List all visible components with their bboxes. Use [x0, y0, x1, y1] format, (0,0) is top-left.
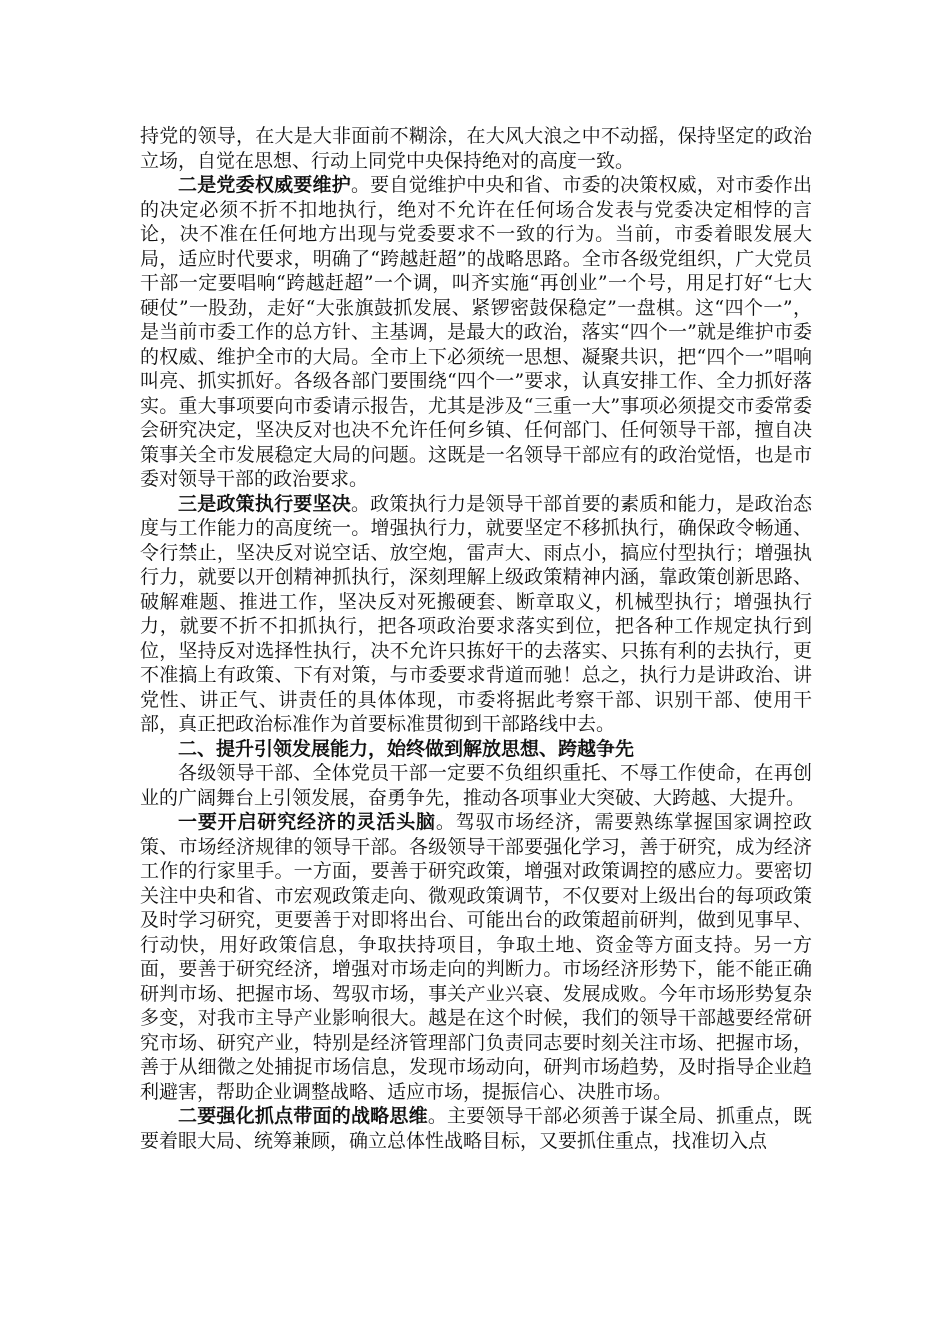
paragraph-section-intro — [140, 761, 812, 810]
paragraph-strategic-thinking — [140, 1104, 812, 1153]
document-page — [140, 124, 812, 1153]
paragraph-text: 。政策执行力是领导干部首要的素质和能力，是政治态度与工作能力的高度统一。增强执行力，就要坚定不移抓执行，确保政令畅通、令行禁止，坚决反对说空话、放空炮，雷声大、雨点小，搞应付型执行；增强执行力，就要以开创精神抓执行，深刻理解上级政策精神内涵，靠政策创新思路、破解难题、推进工作，坚决反对死搬硬套、断章取义，机械型执行；增强执行力，就要不折不扣抓执行，把各项政治要求落实到位，把各种工作规定执行到位，坚持反对选择性执行，决不允许只拣好干的去落实、只拣有利的去执行，更不准搞上有政策、下有对策，与市委要求背道而驰！总之，执行力是讲政治、讲党性、讲正气、讲责任的具体体现，市委将据此考察干部、识别干部、使用干部，真正把政治标准作为首要标准贯彻到干部路线中去。 — [140, 492, 812, 735]
paragraph-lead: 二是党委权威要维护 — [178, 174, 351, 196]
paragraph-continuation — [140, 124, 812, 173]
paragraph-lead: 二要强化抓点带面的战略思维 — [178, 1105, 428, 1127]
paragraph-text: 持党的领导，在大是大非面前不糊涂，在大风大浪之中不动摇，保持坚定的政治立场，自觉在思想、行动上同党中央保持绝对的高度一致。 — [140, 125, 812, 172]
paragraph-text: 各级领导干部、全体党员干部一定要不负组织重托、不辱工作使命，在再创业的广阔舞台上引领发展，奋勇争先，推动各项事业大突破、大跨越、大提升。 — [140, 762, 812, 809]
paragraph-policy-execution — [140, 492, 812, 737]
paragraph-lead: 三是政策执行要坚决 — [178, 492, 351, 515]
section-heading: 二、提升引领发展能力，始终做到解放思想、跨越争先 — [178, 737, 635, 760]
paragraph-party-authority — [140, 173, 812, 492]
paragraph-text: 。主要领导干部必须善于谋全局、抓重点，既要着眼大局、统筹兼顾，确立总体性战略目标，又要抓住重点，找准切入点 — [140, 1105, 812, 1152]
paragraph-text: 。驾驭市场经济，需要熟练掌握国家调控政策、市场经济规律的领导干部。各级领导干部要强化学习，善于研究，成为经济工作的行家里手。一方面，要善于研究政策，增强对政策调控的感应力。要密切关注中央和省、市宏观政策走向、微观政策调节，不仅要对上级出台的每项政策及时学习研究，更要善于对即将出台、可能出台的政策超前研判，做到见事早、行动快，用好政策信息，争取扶持项目，争取土地、资金等方面支持。另一方面，要善于研究经济，增强对市场走向的判断力。市场经济形势下，能不能正确研判市场、把握市场、驾驭市场，事关产业兴衰、发展成败。今年市场形势复杂多变，对我市主导产业影响很大。越是在这个时候，我们的领导干部越要经常研究市场、研究产业，特别是经济管理部门负责同志要时刻关注市场、把握市场，善于从细微之处捕捉市场信息，发现市场动向，研判市场趋势，及时指导企业趋利避害，帮助企业调整战略、适应市场，提振信心、决胜市场。 — [140, 811, 812, 1103]
paragraph-economic-research — [140, 810, 812, 1104]
paragraph-lead: 一要开启研究经济的灵活头脑 — [178, 811, 436, 833]
paragraph-text: 。要自觉维护中央和省、市委的决策权威，对市委作出的决定必须不折不扣地执行，绝对不允许在任何场合发表与党委决定相悖的言论，决不准在任何地方出现与党委要求不一致的行为。当前，市委着眼发展大局，适应时代要求，明确了“跨越赶超”的战略思路。全市各级党组织，广大党员干部一定要唱响“跨越赶超”一个调，叫齐实施“再创业”一个号，用足打好“七大硬仗”一股劲，走好“大张旗鼓抓发展、紧锣密鼓保稳定”一盘棋。这“四个一”，是当前市委工作的总方针、主基调，是最大的政治，落实“四个一”就是维护市委的权威、维护全市的大局。全市上下必须统一思想、凝聚共识，把“四个一”唱响叫亮、抓实抓好。各级各部门要围绕“四个一”要求，认真安排工作、全力抓好落实。重大事项要向市委请示报告，尤其是涉及“三重一大”事项必须提交市委常委会研究决定，坚决反对也决不允许任何乡镇、任何部门、任何领导干部，擅自决策事关全市发展稳定大局的问题。这既是一名领导干部应有的政治觉悟，也是市委对领导干部的政治要求。 — [140, 174, 812, 490]
